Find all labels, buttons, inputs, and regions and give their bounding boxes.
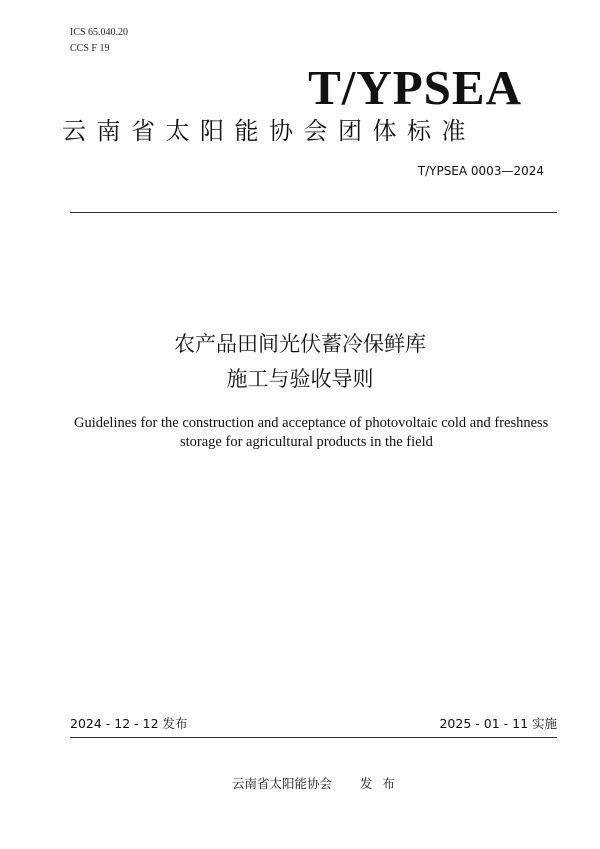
standard-number: T/YPSEA 0003—2024 — [417, 164, 544, 178]
english-title-line-2: storage for agricultural products in the field — [180, 434, 433, 450]
publisher-name: 云南省太阳能协会 — [232, 776, 333, 791]
bottom-divider — [70, 737, 557, 738]
top-divider — [70, 212, 557, 213]
ccs-code: CCS F 19 — [70, 43, 110, 54]
issue-date: 2024 - 12 - 12 发布 — [70, 716, 188, 731]
chinese-title-line-2: 施工与验收导则 — [226, 367, 374, 391]
publish-label: 发布 — [360, 776, 406, 791]
ics-code: ICS 65.040.20 — [70, 27, 129, 38]
organization-standard-title: 云南省太阳能协会团体标准 — [62, 117, 476, 145]
english-title-line-1: Guidelines for the construction and acceptance of photovoltaic cold and freshness — [74, 415, 549, 431]
implementation-date: 2025 - 01 - 11 实施 — [439, 716, 557, 731]
chinese-title-line-1: 农产品田间光伏蓄冷保鲜库 — [174, 332, 426, 356]
standard-logo: T/YPSEA — [308, 60, 522, 115]
